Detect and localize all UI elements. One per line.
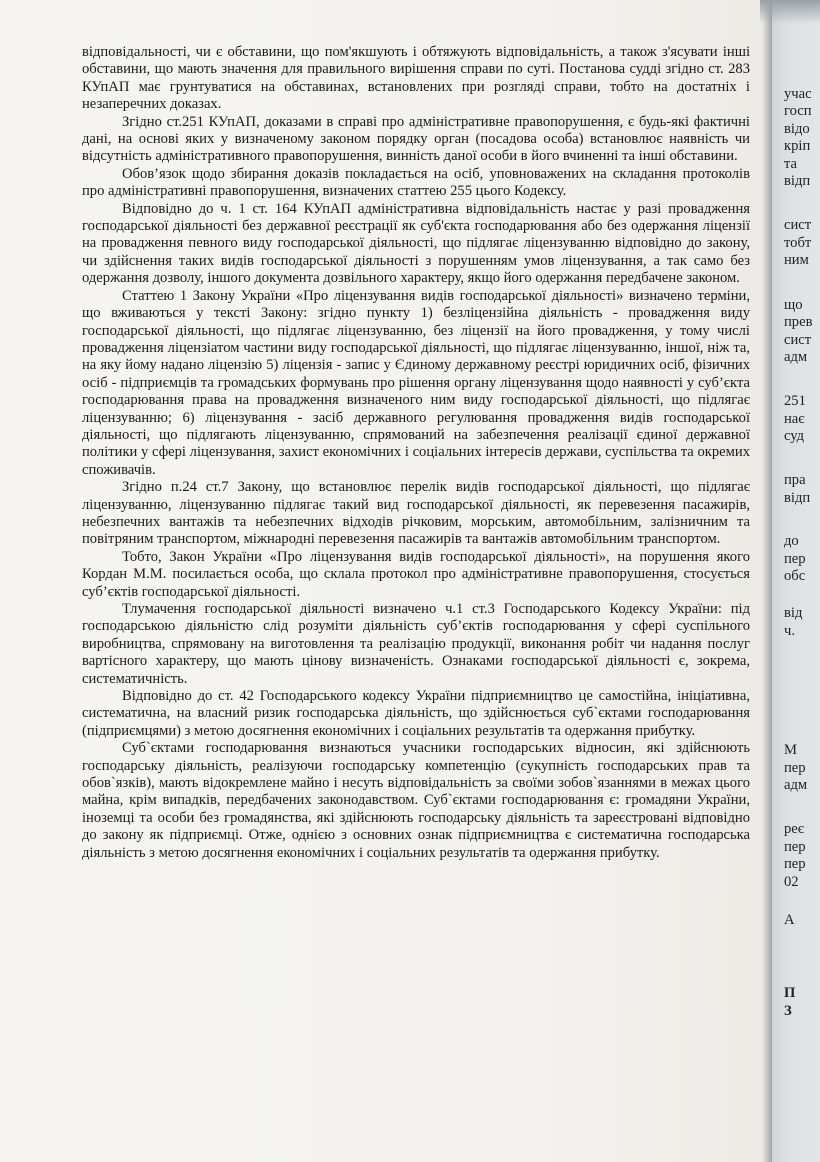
adjacent-page-fragment: нає	[784, 411, 805, 427]
document-body	[82, 44, 750, 862]
adjacent-page-fragment: до	[784, 533, 799, 549]
adjacent-page-fragment: суд	[784, 428, 805, 444]
adjacent-page-fragment: пер	[784, 839, 806, 855]
adjacent-page-fragment: М	[784, 742, 797, 758]
adjacent-page-fragment: відп	[784, 490, 811, 506]
adjacent-page-fragment: сист	[784, 332, 812, 348]
adjacent-page-fragment: реє	[784, 821, 805, 837]
paragraph: Статтею 1 Закону України «Про ліцензування видів господарської діяльності» визначено терміни, що вживаються у тексті Закону: згідно пункту 1) безліцензійна діяльність - провадження виду господарської діяльності, що підлягає ліцензуванню, без ліцензії на його провадження, у тому числі провадження ліцензіатом частини виду господарської діяльності, що підлягає ліцензуванню, іншої, ніж та, на яку йому надано ліцензію 5) ліцензія - запис у Єдиному державному реєстрі юридичних осіб, фізичних осіб - підприємців та громадських формувань про рішення органу ліцензування щодо наявності у суб’єкта господарювання права на провадження визначеного ним виду господарської діяльності, що підлягає ліцензуванню; 6) ліцензування - засіб державного регулювання провадження видів господарської діяльності, що підлягають ліцензуванню, спрямований на забезпечення реалізації єдиної державної політики у сфері ліцензування, захист економічних і соціальних інтересів держави, суспільства та окремих споживачів.	[82, 287, 750, 478]
adjacent-page-fragment: адм	[784, 777, 808, 793]
adjacent-page-fragment: обс	[784, 568, 806, 584]
adjacent-page-fragment: пер	[784, 760, 806, 776]
paragraph: Згідно п.24 ст.7 Закону, що встановлює перелік видів господарської діяльності, що підлягає ліцензуванню, ліцензуванню підлягає такий вид господарської діяльності, як перевезення пасажирів, небезпечних вантажів та небезпечних відходів річковим, морським, автомобільним, залізничним та повітряним транспортом, міжнародні перевезення пасажирів та вантажів автомобільним транспортом.	[82, 479, 750, 548]
adjacent-page-fragment: та	[784, 156, 798, 172]
adjacent-page-fragment: З	[784, 1003, 792, 1019]
adjacent-page-fragment: адм	[784, 349, 808, 365]
adjacent-page-fragment: пра	[784, 472, 806, 488]
paragraph: Відповідно до ст. 42 Господарського кодексу України підприємництво це самостійна, ініціативна, систематична, на власний ризик господарська діяльність, що здійснюється суб`єктами господарювання (підприємцями) з метою досягнення економічних і соціальних результатів та одержання прибутку.	[82, 688, 750, 739]
adjacent-page-fragment: відо	[784, 121, 810, 137]
adjacent-page-fragment: ним	[784, 252, 809, 268]
adjacent-page-fragment: пер	[784, 551, 806, 567]
adjacent-page-fragment: пер	[784, 856, 806, 872]
paragraph: Відповідно до ч. 1 ст. 164 КУпАП адміністративна відповідальність настає у разі провадження господарської діяльності без державної реєстрації як суб'єкта господарювання або без одержання ліцензії на провадження певного виду господарської діяльності, що підлягає ліцензуванню відповідно до закону, чи здійснення таких видів господарської діяльності з порушенням умов ліцензування, а так само без одержання дозволу, іншого документа дозвільного характеру, якщо його одержання передбачене законом.	[82, 200, 750, 287]
paragraph: Тобто, Закон України «Про ліцензування видів господарської діяльності», на порушення якого Кордан М.М. посилається особа, що склала протокол про адміністративне правопорушення, стосується суб’єктів господарської діяльності.	[82, 548, 750, 600]
adjacent-page-fragment: П	[784, 985, 796, 1001]
adjacent-page-fragment: що	[784, 297, 803, 313]
adjacent-page-fragment: прев	[784, 314, 813, 330]
paragraph: відповідальності, чи є обставини, що пом'якшують і обтяжують відповідальність, а також з'ясувати інші обставини, що мають значення для правильного вирішення справи по суті. Постанова судді згідно ст. 283 КУпАП має грунтуватися на обставинах, встановлених при розгляді справи, тобто на достатніх і незаперечних доказах.	[82, 44, 750, 113]
adjacent-page-fragment: ч.	[784, 623, 795, 639]
adjacent-page-fragment: відп	[784, 173, 811, 189]
adjacent-page-fragment: госп	[784, 103, 812, 119]
adjacent-page-fragment: 02	[784, 874, 799, 890]
adjacent-page-fragment: тобт	[784, 235, 812, 251]
adjacent-page-fragment: 251	[784, 393, 806, 409]
adjacent-page-fragment: від	[784, 605, 803, 621]
adjacent-page-fragment: учас	[784, 86, 812, 102]
adjacent-page-fragment: кріп	[784, 138, 811, 154]
paragraph: Суб`єктами господарювання визнаються учасники господарських відносин, які здійснюють господарську діяльність, реалізуючи господарську компетенцію (сукупність господарських прав та обов`язків), мають відокремлене майно і несуть відповідальність за своїми зобов`язаннями в межах цього майна, крім випадків, передбачених законодавством. Суб`єктами господарювання є: громадяни України, іноземці та особи без громадянства, які здійснюють господарську діяльність та зареєстровані відповідно до закону як підприємці. Отже, однією з основних ознак підприємництва є систематична господарська діяльність з метою досягнення економічних і соціальних результатів та одержання прибутку.	[82, 740, 750, 861]
adjacent-page-fragment: А	[784, 912, 795, 928]
paragraph: Тлумачення господарської діяльності визначено ч.1 ст.3 Господарського Кодексу України: під господарською діяльністю слід розуміти діяльність суб’єктів господарювання у сфері суспільного виробництва, спрямовану на виготовлення та реалізацію продукції, виконання робіт чи надання послуг вартісного характеру, що мають цінову визначеність. Ознаками господарської діяльності є, зокрема, систематичність.	[82, 601, 750, 687]
scan-corner-shadow	[760, 0, 820, 24]
paragraph: Обов’язок щодо збирання доказів покладається на осіб, уповноважених на складання протоколів про адміністративні правопорушення, визначених статтею 255 цього Кодексу.	[82, 165, 750, 200]
paragraph: Згідно ст.251 КУпАП, доказами в справі про адміністративне правопорушення, є будь-які фактичні дані, на основі яких у визначеному законом порядку орган (посадова особа) встановлює наявність чи відсутність адміністративного правопорушення, винність даної особи в його вчиненні та інші обставини.	[82, 113, 750, 165]
adjacent-page-fragment: сист	[784, 217, 812, 233]
adjacent-page-strip	[772, 0, 820, 1162]
